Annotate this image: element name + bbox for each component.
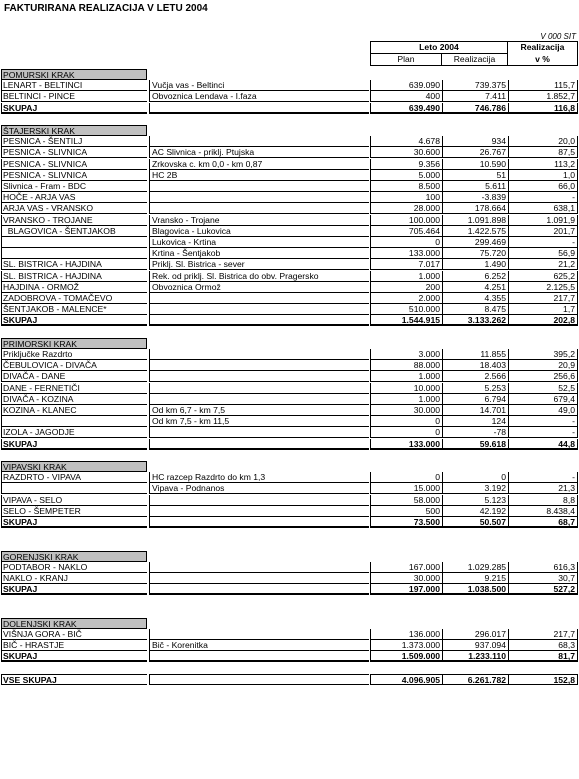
subtotal-row xyxy=(1,651,578,662)
cell-section: ŠENTJAKOB - MALENCE* xyxy=(1,304,147,315)
cell-percent: 256,6 xyxy=(508,371,578,382)
cell-plan: 4.678 xyxy=(370,136,442,147)
table-row xyxy=(1,159,578,170)
table-row xyxy=(1,383,578,394)
cell-percent: - xyxy=(508,192,578,203)
cell-percent: 56,9 xyxy=(508,248,578,259)
cell-section xyxy=(1,483,147,494)
table-row xyxy=(1,360,578,371)
cell-percent: 87,5 xyxy=(508,147,578,158)
cell-percent: 44,8 xyxy=(508,439,578,450)
cell-description xyxy=(149,103,369,114)
cell-description xyxy=(149,439,369,450)
cell-plan: 30.600 xyxy=(370,147,442,158)
cell-plan: 1.373.000 xyxy=(370,640,442,651)
table-row xyxy=(1,427,578,438)
cell-plan: 0 xyxy=(370,416,442,427)
table-row xyxy=(1,416,578,427)
cell-description: Od km 7,5 - km 11,5 xyxy=(149,416,369,427)
cell-section: VIŠNJA GORA - BIČ xyxy=(1,629,147,640)
table-row xyxy=(1,506,578,517)
table-row xyxy=(1,371,578,382)
cell-description: Blagovica - Lukovica xyxy=(149,226,369,237)
cell-realizacija: 26.767 xyxy=(442,147,508,158)
table-row xyxy=(1,259,578,270)
cell-section xyxy=(1,416,147,427)
table-row xyxy=(1,226,578,237)
cell-realizacija: 75.720 xyxy=(442,248,508,259)
cell-section: PODTABOR - NAKLO xyxy=(1,562,147,573)
cell-plan: 133.000 xyxy=(370,248,442,259)
cell-description xyxy=(149,517,369,528)
cell-realizacija: 0 xyxy=(442,472,508,483)
cell-plan: 400 xyxy=(370,91,442,102)
cell-realizacija: 6.794 xyxy=(442,394,508,405)
table-row xyxy=(1,282,578,293)
cell-plan: 100.000 xyxy=(370,215,442,226)
section-title: DOLENJSKI KRAK xyxy=(1,618,147,629)
cell-section: LENART - BELTINCI xyxy=(1,80,147,91)
cell-realizacija: 296.017 xyxy=(442,629,508,640)
cell-plan: 3.000 xyxy=(370,349,442,360)
cell-description: Rek. od priklj. Sl. Bistrica do obv. Pragersko xyxy=(149,271,369,282)
cell-plan: 200 xyxy=(370,282,442,293)
cell-realizacija: 2.566 xyxy=(442,371,508,382)
cell-section xyxy=(1,237,147,248)
cell-realizacija: 5.253 xyxy=(442,383,508,394)
cell-realizacija: 42.192 xyxy=(442,506,508,517)
cell-section: SKUPAJ xyxy=(1,315,147,326)
cell-percent: 8,8 xyxy=(508,495,578,506)
cell-percent: 21,2 xyxy=(508,259,578,270)
cell-realizacija: 934 xyxy=(442,136,508,147)
cell-section: SKUPAJ xyxy=(1,439,147,450)
cell-description: Obvoznica Ormož xyxy=(149,282,369,293)
cell-percent: - xyxy=(508,416,578,427)
cell-percent: 527,2 xyxy=(508,584,578,595)
section-title: POMURSKI KRAK xyxy=(1,69,147,80)
cell-percent: 2.125,5 xyxy=(508,282,578,293)
cell-section: PESNICA - SLIVNICA xyxy=(1,170,147,181)
cell-plan: 2.000 xyxy=(370,293,442,304)
cell-percent: 202,8 xyxy=(508,315,578,326)
subtotal-row xyxy=(1,315,578,326)
cell-description: HC 2B xyxy=(149,170,369,181)
cell-description xyxy=(149,562,369,573)
cell-realizacija: 14.701 xyxy=(442,405,508,416)
cell-percent: 616,3 xyxy=(508,562,578,573)
cell-section: HOČE - ARJA VAS xyxy=(1,192,147,203)
table-row xyxy=(1,629,578,640)
cell-description xyxy=(149,573,369,584)
cell-percent: 20,0 xyxy=(508,136,578,147)
cell-plan: 8.500 xyxy=(370,181,442,192)
cell-description: AC Slivnica - priklj. Ptujska xyxy=(149,147,369,158)
cell-description xyxy=(149,495,369,506)
cell-section: SKUPAJ xyxy=(1,517,147,528)
cell-realizacija: 1.091.898 xyxy=(442,215,508,226)
section-header xyxy=(1,461,578,472)
cell-description xyxy=(149,371,369,382)
cell-realizacija: 11.855 xyxy=(442,349,508,360)
table-row xyxy=(1,472,578,483)
table-row xyxy=(1,271,578,282)
cell-percent: 49,0 xyxy=(508,405,578,416)
cell-percent: 1,7 xyxy=(508,304,578,315)
cell-realizacija: 4.251 xyxy=(442,282,508,293)
table-row xyxy=(1,147,578,158)
cell-percent: 68,3 xyxy=(508,640,578,651)
cell-percent: 68,7 xyxy=(508,517,578,528)
cell-description: HC razcep Razdrto do km 1,3 xyxy=(149,472,369,483)
cell-plan: 58.000 xyxy=(370,495,442,506)
cell-plan: 167.000 xyxy=(370,562,442,573)
section-title: ŠTAJERSKI KRAK xyxy=(1,125,147,136)
cell-realizacija: 9.215 xyxy=(442,573,508,584)
cell-realizacija: 178.664 xyxy=(442,203,508,214)
cell-description xyxy=(149,181,369,192)
cell-description xyxy=(149,136,369,147)
table-row xyxy=(1,293,578,304)
cell-percent: 115,7 xyxy=(508,80,578,91)
cell-section: SKUPAJ xyxy=(1,103,147,114)
table-row xyxy=(1,192,578,203)
cell-plan: 30.000 xyxy=(370,405,442,416)
cell-percent: 52,5 xyxy=(508,383,578,394)
cell-section: VIPAVA - SELO xyxy=(1,495,147,506)
cell-realizacija: 937.094 xyxy=(442,640,508,651)
cell-description: Lukovica - Krtina xyxy=(149,237,369,248)
cell-plan: 0 xyxy=(370,472,442,483)
cell-plan: 639.090 xyxy=(370,80,442,91)
cell-plan: 100 xyxy=(370,192,442,203)
cell-description xyxy=(149,506,369,517)
cell-realizacija: 4.355 xyxy=(442,293,508,304)
cell-section: PESNICA - SLIVNICA xyxy=(1,159,147,170)
cell-percent: 395,2 xyxy=(508,349,578,360)
cell-realizacija: 10.590 xyxy=(442,159,508,170)
grand-total-row xyxy=(1,674,578,685)
cell-percent: 217,7 xyxy=(508,629,578,640)
cell-percent: 1,0 xyxy=(508,170,578,181)
cell-plan: 133.000 xyxy=(370,439,442,450)
cell-description: Bič - Korenitka xyxy=(149,640,369,651)
cell-realizacija: 5.123 xyxy=(442,495,508,506)
cell-realizacija: 6.261.782 xyxy=(442,674,508,685)
cell-plan: 197.000 xyxy=(370,584,442,595)
cell-realizacija: 6.252 xyxy=(442,271,508,282)
cell-plan: 1.000 xyxy=(370,371,442,382)
cell-section: SKUPAJ xyxy=(1,651,147,662)
table-row xyxy=(1,573,578,584)
cell-percent: 152,8 xyxy=(508,674,578,685)
table-row xyxy=(1,562,578,573)
cell-realizacija: 18.403 xyxy=(442,360,508,371)
cell-description: Obvoznica Lendava - I.faza xyxy=(149,91,369,102)
cell-realizacija: -3.839 xyxy=(442,192,508,203)
cell-section: IZOLA - JAGODJE xyxy=(1,427,147,438)
cell-description: Priklj. Sl. Bistrica - sever xyxy=(149,259,369,270)
cell-percent: - xyxy=(508,427,578,438)
table-row xyxy=(1,170,578,181)
cell-description: Krtina - Šentjakob xyxy=(149,248,369,259)
cell-description xyxy=(149,629,369,640)
cell-realizacija: 3.133.262 xyxy=(442,315,508,326)
cell-section: ARJA VAS - VRANSKO xyxy=(1,203,147,214)
cell-plan: 9.356 xyxy=(370,159,442,170)
cell-realizacija: 3.192 xyxy=(442,483,508,494)
cell-plan: 1.000 xyxy=(370,394,442,405)
subtotal-row xyxy=(1,584,578,595)
cell-section: DIVAČA - DANE xyxy=(1,371,147,382)
cell-description xyxy=(149,315,369,326)
cell-plan: 28.000 xyxy=(370,203,442,214)
cell-section xyxy=(1,248,147,259)
section-header xyxy=(1,338,578,349)
document-title: FAKTURIRANA REALIZACIJA V LETU 2004 xyxy=(4,3,208,14)
cell-description xyxy=(149,383,369,394)
cell-realizacija: 124 xyxy=(442,416,508,427)
table-row xyxy=(1,304,578,315)
subtotal-row xyxy=(1,103,578,114)
cell-percent: 201,7 xyxy=(508,226,578,237)
cell-realizacija: -78 xyxy=(442,427,508,438)
section-title: GORENJSKI KRAK xyxy=(1,551,147,562)
cell-section: KOZINA - KLANEC xyxy=(1,405,147,416)
cell-plan: 136.000 xyxy=(370,629,442,640)
cell-percent: 116,8 xyxy=(508,103,578,114)
cell-plan: 4.096.905 xyxy=(370,674,442,685)
cell-section: PESNICA - ŠENTILJ xyxy=(1,136,147,147)
cell-realizacija: 7.411 xyxy=(442,91,508,102)
cell-percent: - xyxy=(508,237,578,248)
cell-percent: 625,2 xyxy=(508,271,578,282)
cell-realizacija: 746.786 xyxy=(442,103,508,114)
table-row xyxy=(1,349,578,360)
table-row xyxy=(1,203,578,214)
cell-section: DIVAČA - KOZINA xyxy=(1,394,147,405)
cell-description: Zrkovska c. km 0,0 - km 0,87 xyxy=(149,159,369,170)
cell-plan: 88.000 xyxy=(370,360,442,371)
unit-label: V 000 SIT xyxy=(540,32,576,41)
cell-description xyxy=(149,394,369,405)
cell-section: ČEBULOVICA - DIVAČA xyxy=(1,360,147,371)
cell-percent: 66,0 xyxy=(508,181,578,192)
cell-section: NAKLO - KRANJ xyxy=(1,573,147,584)
header-year: Leto 2004 xyxy=(419,42,459,52)
cell-realizacija: 299.469 xyxy=(442,237,508,248)
subtotal-row xyxy=(1,517,578,528)
cell-section: SL. BISTRICA - HAJDINA xyxy=(1,259,147,270)
cell-plan: 5.000 xyxy=(370,170,442,181)
header-realizacija: Realizacija xyxy=(453,54,496,64)
table-row xyxy=(1,495,578,506)
cell-plan: 10.000 xyxy=(370,383,442,394)
cell-percent: 21,3 xyxy=(508,483,578,494)
cell-section: VSE SKUPAJ xyxy=(1,674,147,685)
cell-percent: 217,7 xyxy=(508,293,578,304)
cell-description xyxy=(149,349,369,360)
cell-description xyxy=(149,304,369,315)
table-row xyxy=(1,405,578,416)
section-header xyxy=(1,551,578,562)
section-header xyxy=(1,125,578,136)
cell-description: Od km 6,7 - km 7,5 xyxy=(149,405,369,416)
cell-percent: 113,2 xyxy=(508,159,578,170)
cell-realizacija: 1.490 xyxy=(442,259,508,270)
cell-description: Vransko - Trojane xyxy=(149,215,369,226)
cell-section: BLAGOVICA - ŠENTJAKOB xyxy=(1,226,147,237)
cell-description xyxy=(149,293,369,304)
cell-plan: 705.464 xyxy=(370,226,442,237)
cell-realizacija: 50.507 xyxy=(442,517,508,528)
cell-percent: 679,4 xyxy=(508,394,578,405)
cell-section: Priključke Razdrto xyxy=(1,349,147,360)
cell-plan: 0 xyxy=(370,237,442,248)
header-plan: Plan xyxy=(397,54,415,64)
cell-realizacija: 51 xyxy=(442,170,508,181)
cell-plan: 30.000 xyxy=(370,573,442,584)
cell-plan: 7.017 xyxy=(370,259,442,270)
cell-section: PESNICA - SLIVNICA xyxy=(1,147,147,158)
cell-plan: 1.000 xyxy=(370,271,442,282)
section-header xyxy=(1,69,578,80)
cell-description xyxy=(149,360,369,371)
section-title: VIPAVSKI KRAK xyxy=(1,461,147,472)
table-row xyxy=(1,80,578,91)
cell-percent: 1.091,9 xyxy=(508,215,578,226)
cell-realizacija: 1.233.110 xyxy=(442,651,508,662)
cell-plan: 15.000 xyxy=(370,483,442,494)
cell-section: BELTINCI - PINCE xyxy=(1,91,147,102)
cell-section: SL. BISTRICA - HAJDINA xyxy=(1,271,147,282)
cell-realizacija: 739.375 xyxy=(442,80,508,91)
cell-description xyxy=(149,203,369,214)
cell-percent: - xyxy=(508,472,578,483)
cell-plan: 639.490 xyxy=(370,103,442,114)
header-pct-line1: Realizacija xyxy=(520,42,565,52)
cell-percent: 8.438,4 xyxy=(508,506,578,517)
subtotal-row xyxy=(1,439,578,450)
cell-percent: 30,7 xyxy=(508,573,578,584)
table-row xyxy=(1,91,578,102)
cell-percent: 1.852,7 xyxy=(508,91,578,102)
cell-plan: 1.544.915 xyxy=(370,315,442,326)
table-row xyxy=(1,248,578,259)
cell-percent: 638,1 xyxy=(508,203,578,214)
section-header xyxy=(1,618,578,629)
cell-section: SKUPAJ xyxy=(1,584,147,595)
table-row xyxy=(1,215,578,226)
cell-realizacija: 59.618 xyxy=(442,439,508,450)
cell-realizacija: 1.038.500 xyxy=(442,584,508,595)
table-row xyxy=(1,181,578,192)
cell-realizacija: 1.422.575 xyxy=(442,226,508,237)
cell-section: DANE - FERNETIČI xyxy=(1,383,147,394)
cell-plan: 0 xyxy=(370,427,442,438)
table-row xyxy=(1,394,578,405)
table-row xyxy=(1,483,578,494)
cell-realizacija: 1.029.285 xyxy=(442,562,508,573)
table-row xyxy=(1,237,578,248)
cell-description xyxy=(149,584,369,595)
cell-description xyxy=(149,651,369,662)
cell-realizacija: 5.611 xyxy=(442,181,508,192)
cell-section: BIČ - HRASTJE xyxy=(1,640,147,651)
header-pct-line2: v % xyxy=(535,54,550,64)
table-row xyxy=(1,640,578,651)
cell-description xyxy=(149,192,369,203)
cell-section: RAZDRTO - VIPAVA xyxy=(1,472,147,483)
cell-description: Vipava - Podnanos xyxy=(149,483,369,494)
cell-section: Slivnica - Fram - BDC xyxy=(1,181,147,192)
cell-section: HAJDINA - ORMOŽ xyxy=(1,282,147,293)
cell-plan: 500 xyxy=(370,506,442,517)
cell-description xyxy=(149,427,369,438)
cell-section: VRANSKO - TROJANE xyxy=(1,215,147,226)
section-title: PRIMORSKI KRAK xyxy=(1,338,147,349)
cell-plan: 1.509.000 xyxy=(370,651,442,662)
cell-section: ZADOBROVA - TOMAČEVO xyxy=(1,293,147,304)
cell-realizacija: 8.475 xyxy=(442,304,508,315)
table-row xyxy=(1,136,578,147)
cell-percent: 20,9 xyxy=(508,360,578,371)
cell-description xyxy=(149,674,369,685)
cell-plan: 510.000 xyxy=(370,304,442,315)
cell-description: Vučja vas - Beltinci xyxy=(149,80,369,91)
cell-section: SELO - ŠEMPETER xyxy=(1,506,147,517)
cell-percent: 81,7 xyxy=(508,651,578,662)
cell-plan: 73.500 xyxy=(370,517,442,528)
